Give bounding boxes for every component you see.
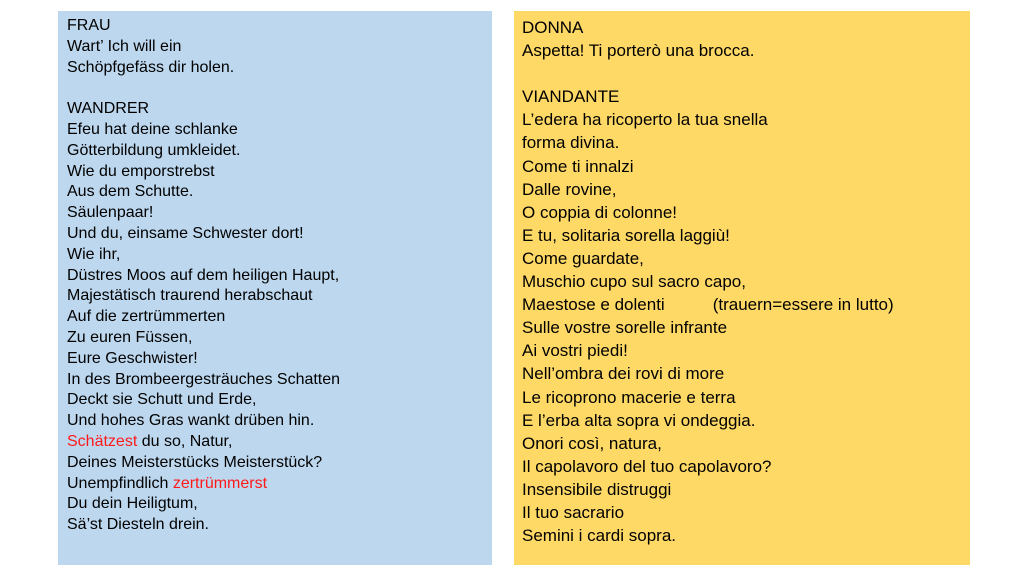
german-line-text: du so, Natur, xyxy=(137,432,233,450)
italian-line xyxy=(522,293,970,316)
italian-line: Le ricoprono macerie e terra xyxy=(522,387,736,407)
german-line: Zu euren Füssen, xyxy=(67,328,193,346)
german-line xyxy=(67,432,492,453)
speaker-label: WANDRER xyxy=(67,100,150,118)
german-line: Majestätisch traurend herabschaut xyxy=(67,287,313,305)
german-line-text: Unempfindlich xyxy=(67,474,173,492)
german-text-panel xyxy=(58,11,492,565)
italian-line: Aspetta! Ti porterò una brocca. xyxy=(522,41,755,61)
italian-line: E l’erba alta sopra vi ondeggia. xyxy=(522,410,756,430)
italian-line: Insensibile distruggi xyxy=(522,479,672,499)
german-line: Wie du emporstrebst xyxy=(67,162,215,180)
speaker-label: VIANDANTE xyxy=(522,87,620,107)
italian-line: Onori così, natura, xyxy=(522,433,662,453)
german-line: Deines Meisterstücks Meisterstück? xyxy=(67,453,323,471)
italian-line: O coppia di colonne! xyxy=(522,202,677,222)
german-line: Düstres Moos auf dem heiligen Haupt, xyxy=(67,266,340,284)
italian-line: E tu, solitaria sorella laggiù! xyxy=(522,225,730,245)
highlighted-word: Schätzest xyxy=(67,432,138,450)
italian-line: Nell’ombra dei rovi di more xyxy=(522,364,725,384)
german-line: Deckt sie Schutt und Erde, xyxy=(67,391,257,409)
blank-line xyxy=(522,62,970,85)
italian-line: Come ti innalzi xyxy=(522,156,634,176)
italian-line-text: Maestose e dolenti xyxy=(522,295,665,315)
german-line: Schöpfgefäss dir holen. xyxy=(67,58,235,76)
italian-line: Ai vostri piedi! xyxy=(522,341,628,361)
italian-line: Muschio cupo sul sacro capo, xyxy=(522,272,746,292)
german-line: In des Brombeergesträuches Schatten xyxy=(67,370,341,388)
highlighted-word: zertrümmerst xyxy=(172,474,268,492)
german-line: Sä’st Diesteln drein. xyxy=(67,516,209,534)
italian-line: Semini i cardi sopra. xyxy=(522,526,677,546)
italian-line: Il tuo sacrario xyxy=(522,502,625,522)
german-line: Säulenpaar! xyxy=(67,204,154,222)
italian-text-panel xyxy=(514,11,970,565)
italian-line: Dalle rovine, xyxy=(522,179,617,199)
italian-line: L’edera ha ricoperto la tua snella xyxy=(522,110,768,130)
german-line: Und hohes Gras wankt drüben hin. xyxy=(67,412,315,430)
german-line: Aus dem Schutte. xyxy=(67,183,194,201)
german-line: Wie ihr, xyxy=(67,245,121,263)
german-line: Götterbildung umkleidet. xyxy=(67,141,241,159)
german-line: Efeu hat deine schlanke xyxy=(67,120,238,138)
speaker-label: FRAU xyxy=(67,17,111,34)
german-line: Du dein Heiligtum, xyxy=(67,495,198,513)
italian-line: Come guardate, xyxy=(522,248,644,268)
speaker-label: DONNA xyxy=(522,18,584,37)
italian-line: forma divina. xyxy=(522,133,620,153)
italian-line: Sulle vostre sorelle infrante xyxy=(522,318,728,338)
translation-note: (trauern=essere in lutto) xyxy=(712,295,894,315)
german-line: Eure Geschwister! xyxy=(67,349,198,367)
italian-line: Il capolavoro del tuo capolavoro? xyxy=(522,456,772,476)
german-line: Auf die zertrümmerten xyxy=(67,308,226,326)
german-line xyxy=(67,474,492,495)
german-line: Und du, einsame Schwester dort! xyxy=(67,224,304,242)
blank-line xyxy=(67,78,492,99)
german-line: Wart’ Ich will ein xyxy=(67,37,182,55)
